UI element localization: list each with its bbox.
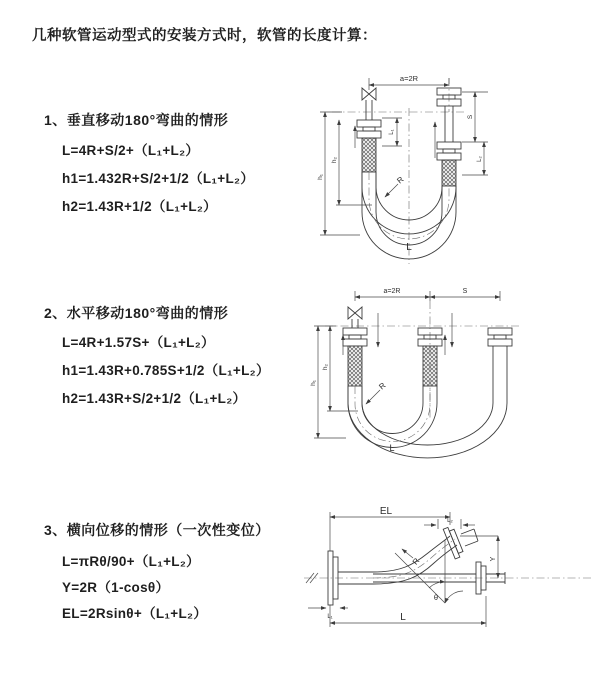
diagram-horizontal-180-bend xyxy=(310,283,595,478)
dim-label-h1: h₁ xyxy=(317,174,324,180)
section-2-formula-h2: h2=1.43R+S/2+1/2（L₁+L₂） xyxy=(62,391,247,406)
dim-label-radius: R xyxy=(395,174,406,186)
valve-icon xyxy=(348,307,362,319)
flange xyxy=(437,142,461,149)
section-1-formula-h1: h1=1.432R+S/2+1/2（L₁+L₂） xyxy=(62,171,255,186)
left-pipe-assembly xyxy=(357,88,381,172)
dim-label-radius: R xyxy=(377,380,388,392)
dim-label-s: S xyxy=(462,288,468,295)
section-3-formula-L: L=πRθ/90+（L₁+L₂） xyxy=(62,554,200,569)
braided-section xyxy=(442,160,456,186)
dim-label-y: Y xyxy=(490,556,497,562)
diagram-lateral-displacement xyxy=(298,505,598,650)
dimension-lines xyxy=(317,74,488,253)
dimension-lines-top xyxy=(355,288,500,301)
dim-label-a2r: a=2R xyxy=(383,288,401,295)
angle-construction xyxy=(395,540,463,603)
braided-section xyxy=(348,346,362,386)
flange xyxy=(488,328,512,335)
section-1-heading: 1、垂直移动180°弯曲的情形 xyxy=(44,112,229,128)
braided-section xyxy=(362,138,376,172)
displaced-hose xyxy=(373,526,478,584)
flange xyxy=(343,328,367,335)
dim-label-theta: θ xyxy=(433,593,439,602)
section-2-heading: 2、水平移动180°弯曲的情形 xyxy=(44,305,229,321)
dim-label-a2r: a=2R xyxy=(399,74,419,83)
left-pipe-assembly xyxy=(343,307,367,386)
dim-label-l2: L₂ xyxy=(447,518,453,524)
dimension-lines xyxy=(308,506,498,627)
section-1-formula-h2: h2=1.43R+1/2（L₁+L₂） xyxy=(62,199,217,214)
page-title: 几种软管运动型式的安装方式时，软管的长度计算： xyxy=(32,28,377,44)
centerlines xyxy=(304,539,594,583)
section-2-formula-L: L=4R+1.57S+（L₁+L₂） xyxy=(62,335,215,350)
dim-label-h1: h₁ xyxy=(310,380,317,386)
section-2-formula-h1: h1=1.43R+0.785S+1/2（L₁+L₂） xyxy=(62,363,270,378)
dim-label-l1: L₁ xyxy=(389,129,395,135)
tilted-flange xyxy=(443,526,464,559)
dim-label-length: L xyxy=(406,242,412,253)
dim-label-l1: L₁ xyxy=(327,614,333,620)
right-pipe-assembly xyxy=(437,88,461,186)
dim-label-h2: h₂ xyxy=(322,363,329,371)
dim-label-s: S xyxy=(467,114,474,120)
section-3-heading: 3、横向位移的情形（一次性变位） xyxy=(44,522,270,538)
section-3-formula-EL: EL=2Rsinθ+（L₁+L₂） xyxy=(62,606,208,621)
diagram-vertical-180-bend xyxy=(312,72,592,267)
dim-label-radius: R xyxy=(410,556,422,567)
section-3-formula-Y: Y=2R（1-cosθ） xyxy=(62,580,170,595)
dim-label-length: L xyxy=(400,612,406,623)
dim-label-length: L xyxy=(389,443,395,453)
flange xyxy=(357,120,381,127)
braided-section xyxy=(423,346,437,386)
dim-label-l2: L₂ xyxy=(477,156,483,162)
section-1-formula-L: L=4R+S/2+（L₁+L₂） xyxy=(62,143,200,158)
right-pipe-assembly xyxy=(488,328,512,361)
dim-label-h2: h₂ xyxy=(331,156,338,164)
dim-label-el: EL xyxy=(379,506,393,517)
